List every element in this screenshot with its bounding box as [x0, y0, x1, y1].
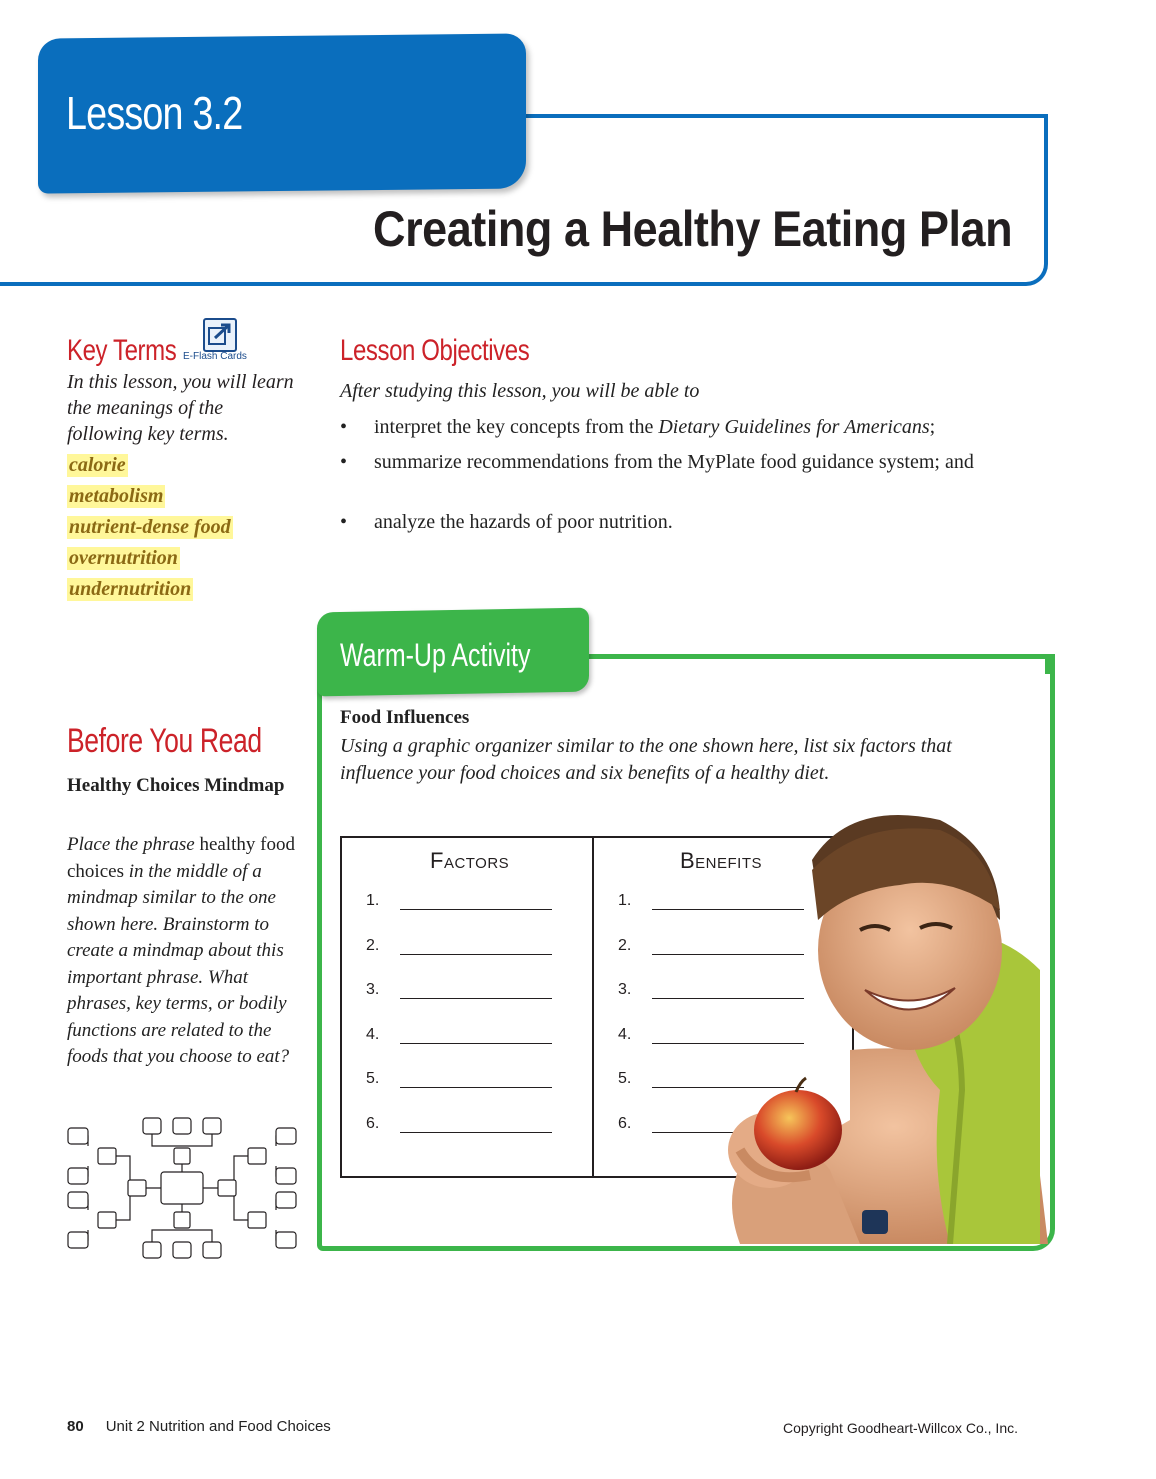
factor-row-number: 2. [366, 936, 380, 954]
boy-with-apple-photo [700, 790, 1048, 1244]
page-title: Creating a Healthy Eating Plan [372, 201, 1012, 257]
page-number: 80 [67, 1418, 84, 1435]
key-terms-heading: Key Terms [67, 334, 177, 367]
objective-item: • summarize recommendations from the MyPlate food guidance system; and [340, 451, 974, 473]
external-link-icon [203, 318, 237, 352]
benefit-row-number: 3. [618, 981, 632, 998]
before-you-read-text: Place the phrase healthy food choices in the middle of a mindmap similar to the one shown here. Brainstorm to create a mindmap about this important phrase. What phrases, key terms, or bodily functions are related to the foods that you choose to eat? [67, 834, 295, 1067]
benefit-row-number: 2. [618, 936, 632, 954]
title-frame-corner [1044, 114, 1048, 134]
key-term-calorie[interactable]: calorie [69, 454, 126, 476]
warm-up-frame-top [585, 654, 1050, 659]
benefit-row-number: 5. [618, 1070, 632, 1087]
objective-item: • analyze the hazards of poor nutrition. [340, 511, 673, 533]
warm-up-subheading: Food Influences [340, 707, 470, 728]
warm-up-frame-corner [1045, 654, 1050, 674]
objective-item: • interpret the key concepts from the Dietary Guidelines for Americans; [340, 416, 936, 438]
factor-row-number: 5. [366, 1070, 380, 1087]
benefits-column-header: Benefits [680, 848, 763, 873]
bullet: • [340, 511, 348, 533]
warm-up-instructions: Using a graphic organizer similar to the one shown here, list six factors that influence your food choices and six benefits of a healthy diet. [340, 735, 952, 784]
factor-row-number: 1. [366, 892, 380, 909]
factor-answer-line [400, 954, 552, 955]
key-term-undernutrition[interactable]: undernutrition [69, 578, 192, 600]
objectives-heading: Lesson Objectives [340, 334, 530, 367]
objectives-intro: After studying this lesson, you will be able to [340, 380, 700, 402]
key-terms-intro: In this lesson, you will learn the meanings of the following key terms. [67, 371, 294, 445]
key-term-metabolism[interactable]: metabolism [69, 485, 164, 507]
factor-row-number: 4. [366, 1025, 380, 1043]
mindmap-diagram [66, 1116, 298, 1260]
benefit-row-number: 4. [618, 1025, 632, 1043]
warm-up-heading: Warm-Up Activity [340, 637, 531, 673]
factor-answer-line [400, 909, 552, 910]
factor-answer-line [400, 1087, 552, 1088]
title-frame-top [520, 114, 1048, 118]
bullet: • [340, 451, 348, 473]
eflash-cards-link[interactable] [183, 318, 259, 364]
benefit-row-number: 1. [618, 892, 632, 909]
eflash-label: E-Flash Cards [183, 351, 247, 362]
factors-column-header: Factors [430, 848, 510, 873]
unit-label: Unit 2 Nutrition and Food Choices [105, 1418, 331, 1435]
factor-row-number: 6. [366, 1114, 380, 1132]
factor-answer-line [400, 998, 552, 999]
footer-left [67, 1418, 331, 1435]
factor-row-number: 3. [366, 981, 380, 998]
before-you-read-heading: Before You Read [67, 722, 262, 760]
factor-answer-line [400, 1132, 552, 1133]
before-you-read-subheading: Healthy Choices Mindmap [67, 775, 285, 796]
key-term-overnutrition[interactable]: overnutrition [69, 547, 178, 569]
copyright: Copyright Goodheart-Willcox Co., Inc. [783, 1420, 1018, 1436]
benefit-row-number: 6. [618, 1114, 632, 1132]
key-term-nutrient-dense-food[interactable]: nutrient-dense food [69, 516, 231, 538]
factor-answer-line [400, 1043, 552, 1044]
bullet: • [340, 416, 348, 438]
table-divider [592, 836, 594, 1176]
lesson-label: Lesson 3.2 [66, 87, 243, 139]
